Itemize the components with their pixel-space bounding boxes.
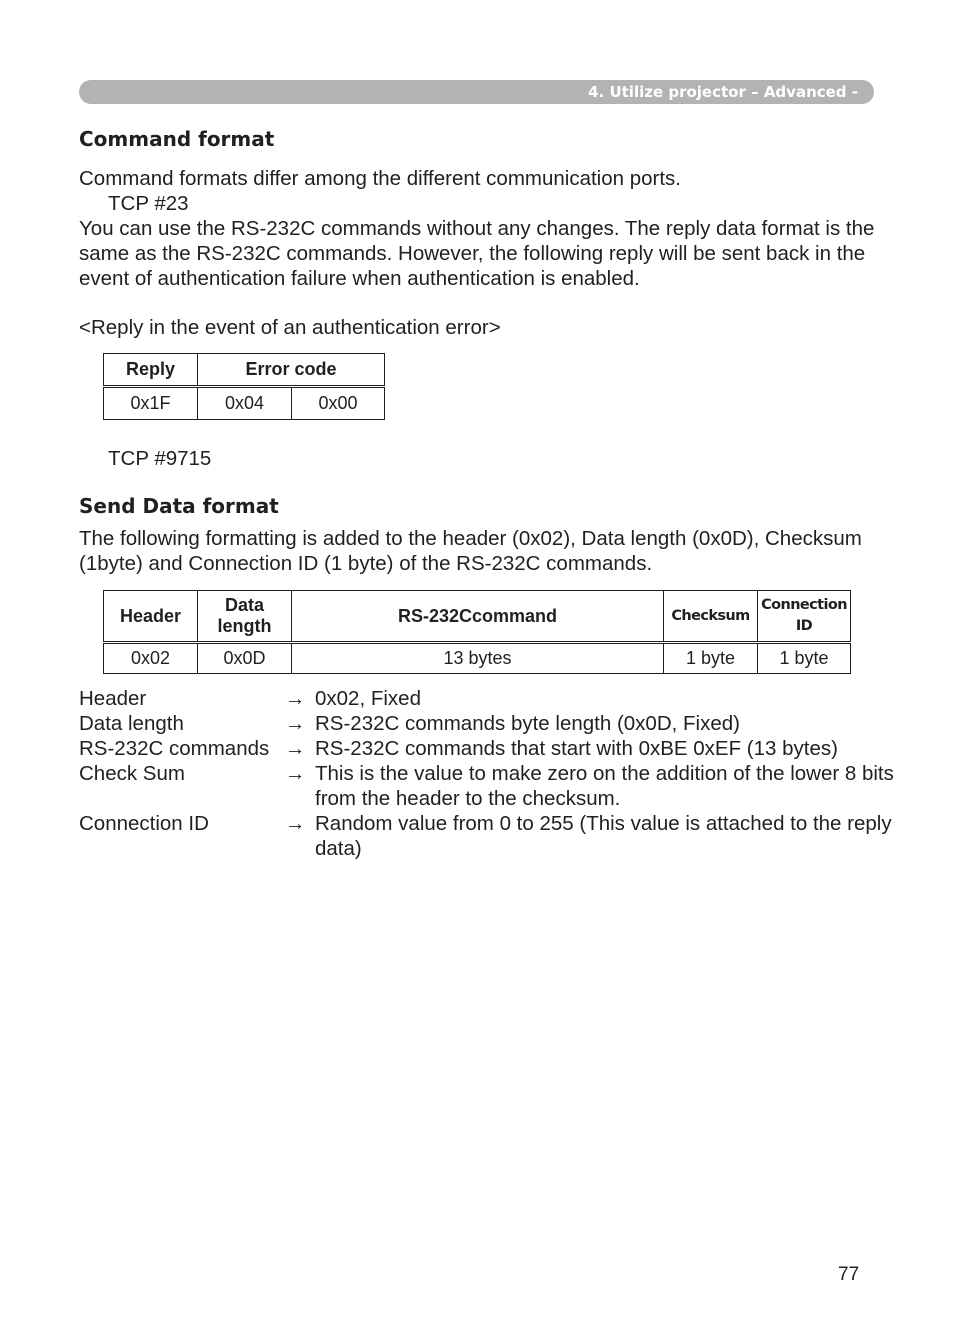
connection-id-cell: 1 byte [758, 643, 851, 674]
header-col-header: Header [104, 591, 198, 643]
reply-table-header-row [104, 354, 385, 387]
arrow-icon: → [285, 712, 306, 735]
tcp9715-label: TCP #9715 [108, 447, 212, 470]
definition-item [79, 711, 899, 736]
arrow-icon: → [285, 762, 306, 785]
checksum-col-header: Checksum [664, 591, 758, 643]
definition-term: Data length [79, 712, 184, 735]
arrow-icon: → [285, 737, 306, 760]
definition-desc: 0x02, Fixed [315, 687, 421, 710]
chapter-header-bar [79, 80, 874, 104]
definition-desc: This is the value to make zero on the addition of the lower 8 bits from the header to the checksum. [315, 762, 894, 810]
data-length-line-2: length [217, 616, 272, 636]
command-col-header: RS-232Ccommand [292, 591, 664, 643]
definition-term: RS-232C commands [79, 737, 270, 760]
connection-line-2: ID [795, 618, 813, 634]
chapter-title: 4. Utilize projector – Advanced - [588, 83, 858, 101]
command-format-body: You can use the RS-232C commands without any changes. The reply data format is the same as the RS-232C commands. However, the following reply will be sent back in the event of authentication failure when authentication is enabled. [79, 217, 875, 290]
connection-line-1: Connection [761, 597, 847, 613]
error-code-cell-1: 0x04 [198, 387, 292, 420]
checksum-cell: 1 byte [664, 643, 758, 674]
definition-item [79, 811, 899, 861]
reply-caption: <Reply in the event of an authentication error> [79, 316, 501, 339]
tcp23-label: TCP #23 [108, 192, 189, 215]
send-table-row [104, 643, 851, 674]
arrow-icon: → [285, 812, 306, 835]
command-format-intro: Command formats differ among the different communication ports. [79, 167, 681, 190]
definition-desc: Random value from 0 to 255 (This value is attached to the reply data) [315, 812, 892, 860]
reply-table [103, 353, 385, 420]
definition-item [79, 686, 899, 711]
command-format-heading: Command format [79, 127, 275, 151]
send-table-header-row [104, 591, 851, 643]
header-cell: 0x02 [104, 643, 198, 674]
send-data-format-heading: Send Data format [79, 494, 279, 518]
definition-desc: RS-232C commands that start with 0xBE 0xEF (13 bytes) [315, 737, 838, 760]
data-length-cell: 0x0D [198, 643, 292, 674]
data-length-line-1: Data [224, 595, 264, 615]
error-code-header: Error code [198, 354, 385, 387]
error-code-cell-2: 0x00 [292, 387, 385, 420]
reply-header: Reply [104, 354, 198, 387]
definition-term: Connection ID [79, 812, 209, 835]
send-data-format-body: The following formatting is added to the header (0x02), Data length (0x0D), Checksum (1byte) and Connection ID (1 byte) of the RS-232C commands. [79, 527, 862, 575]
definition-item [79, 736, 899, 761]
definition-item [79, 761, 899, 811]
data-length-col-header [198, 591, 292, 643]
definition-term: Header [79, 687, 147, 710]
definition-term: Check Sum [79, 762, 185, 785]
reply-cell: 0x1F [104, 387, 198, 420]
definition-desc: RS-232C commands byte length (0x0D, Fixed) [315, 712, 740, 735]
page-number: 77 [838, 1264, 860, 1285]
command-cell: 13 bytes [292, 643, 664, 674]
definition-list [79, 686, 899, 861]
arrow-icon: → [285, 687, 306, 710]
send-data-table [103, 590, 851, 674]
connection-id-col-header [758, 591, 851, 643]
reply-table-row [104, 387, 385, 420]
